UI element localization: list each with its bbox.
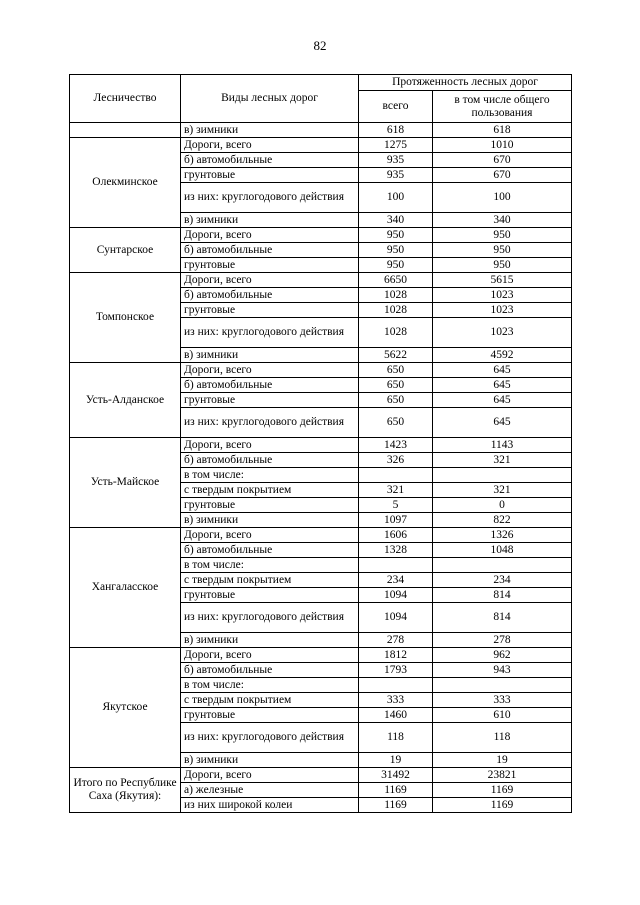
length-public: 321 xyxy=(433,453,572,468)
length-public: 950 xyxy=(433,258,572,273)
road-type: Дороги, всего xyxy=(181,438,359,453)
length-public: 962 xyxy=(433,648,572,663)
road-type: с твердым покрытием xyxy=(181,483,359,498)
length-total: 1793 xyxy=(359,663,433,678)
header-length: Протяженность лесных дорог xyxy=(359,75,572,91)
table-row xyxy=(70,228,572,243)
length-public: 333 xyxy=(433,693,572,708)
road-type: из них: круглогодового действия xyxy=(181,603,359,633)
length-public: 943 xyxy=(433,663,572,678)
length-public: 950 xyxy=(433,228,572,243)
road-type: грунтовые xyxy=(181,258,359,273)
road-type: из них: круглогодового действия xyxy=(181,183,359,213)
length-total: 118 xyxy=(359,723,433,753)
road-type: грунтовые xyxy=(181,168,359,183)
road-type: грунтовые xyxy=(181,393,359,408)
road-type: из них: круглогодового действия xyxy=(181,408,359,438)
forestry-name xyxy=(70,123,181,138)
length-total: 1606 xyxy=(359,528,433,543)
table-body xyxy=(70,123,572,813)
forestry-name: Якутское xyxy=(70,648,181,768)
forestry-name: Хангаласское xyxy=(70,528,181,648)
length-public: 1169 xyxy=(433,783,572,798)
road-type: в том числе: xyxy=(181,558,359,573)
length-public xyxy=(433,468,572,483)
length-total: 278 xyxy=(359,633,433,648)
road-type: из них: круглогодового действия xyxy=(181,723,359,753)
length-total: 321 xyxy=(359,483,433,498)
road-type: грунтовые xyxy=(181,498,359,513)
length-total: 6650 xyxy=(359,273,433,288)
length-total xyxy=(359,468,433,483)
table-row xyxy=(70,768,572,783)
road-type: Дороги, всего xyxy=(181,768,359,783)
header-total: всего xyxy=(359,91,433,123)
length-public: 645 xyxy=(433,363,572,378)
road-type: Дороги, всего xyxy=(181,648,359,663)
forest-roads-table xyxy=(69,74,572,813)
road-type: грунтовые xyxy=(181,303,359,318)
length-public: 1023 xyxy=(433,303,572,318)
forestry-name: Итого по Республике Саха (Якутия): xyxy=(70,768,181,813)
length-public: 234 xyxy=(433,573,572,588)
length-public: 1143 xyxy=(433,438,572,453)
road-type: в) зимники xyxy=(181,123,359,138)
length-total: 935 xyxy=(359,168,433,183)
length-public xyxy=(433,558,572,573)
length-public: 23821 xyxy=(433,768,572,783)
road-type: б) автомобильные xyxy=(181,378,359,393)
length-public: 950 xyxy=(433,243,572,258)
road-type: из них: круглогодового действия xyxy=(181,318,359,348)
length-public: 1023 xyxy=(433,318,572,348)
length-public: 19 xyxy=(433,753,572,768)
length-total: 1423 xyxy=(359,438,433,453)
length-public: 1169 xyxy=(433,798,572,813)
length-public: 645 xyxy=(433,378,572,393)
road-type: Дороги, всего xyxy=(181,363,359,378)
forestry-name: Усть-Майское xyxy=(70,438,181,528)
road-type: Дороги, всего xyxy=(181,138,359,153)
length-public: 0 xyxy=(433,498,572,513)
length-total: 19 xyxy=(359,753,433,768)
road-type: в том числе: xyxy=(181,678,359,693)
length-public: 1010 xyxy=(433,138,572,153)
length-total: 1028 xyxy=(359,318,433,348)
length-total: 340 xyxy=(359,213,433,228)
table-row xyxy=(70,363,572,378)
length-total: 5622 xyxy=(359,348,433,363)
road-type: в) зимники xyxy=(181,213,359,228)
road-type: б) автомобильные xyxy=(181,663,359,678)
length-total: 950 xyxy=(359,243,433,258)
length-total: 1028 xyxy=(359,303,433,318)
header-forestry: Лесничество xyxy=(70,75,181,123)
road-type: Дороги, всего xyxy=(181,273,359,288)
road-type: Дороги, всего xyxy=(181,228,359,243)
length-total: 1094 xyxy=(359,588,433,603)
table-row xyxy=(70,138,572,153)
road-type: б) автомобильные xyxy=(181,543,359,558)
length-public: 645 xyxy=(433,408,572,438)
length-total: 1275 xyxy=(359,138,433,153)
length-total: 650 xyxy=(359,378,433,393)
length-total: 31492 xyxy=(359,768,433,783)
length-public: 610 xyxy=(433,708,572,723)
road-type: б) автомобильные xyxy=(181,288,359,303)
road-type: в) зимники xyxy=(181,633,359,648)
length-total: 1460 xyxy=(359,708,433,723)
length-public: 321 xyxy=(433,483,572,498)
length-total: 935 xyxy=(359,153,433,168)
length-total: 100 xyxy=(359,183,433,213)
length-public: 340 xyxy=(433,213,572,228)
road-type: из них широкой колеи xyxy=(181,798,359,813)
forestry-name: Сунтарское xyxy=(70,228,181,273)
road-type: б) автомобильные xyxy=(181,243,359,258)
length-public: 4592 xyxy=(433,348,572,363)
length-total: 650 xyxy=(359,393,433,408)
length-total: 1328 xyxy=(359,543,433,558)
length-total: 1028 xyxy=(359,288,433,303)
table-row xyxy=(70,528,572,543)
length-total: 5 xyxy=(359,498,433,513)
length-public: 278 xyxy=(433,633,572,648)
road-type: б) автомобильные xyxy=(181,453,359,468)
length-total: 650 xyxy=(359,363,433,378)
length-public: 822 xyxy=(433,513,572,528)
length-total: 333 xyxy=(359,693,433,708)
length-total: 1169 xyxy=(359,783,433,798)
length-public: 814 xyxy=(433,603,572,633)
header-road-types: Виды лесных дорог xyxy=(181,75,359,123)
length-public: 118 xyxy=(433,723,572,753)
road-type: а) железные xyxy=(181,783,359,798)
length-public xyxy=(433,678,572,693)
length-total: 650 xyxy=(359,408,433,438)
table-row xyxy=(70,438,572,453)
forestry-name: Усть-Алданское xyxy=(70,363,181,438)
length-public: 645 xyxy=(433,393,572,408)
road-type: в) зимники xyxy=(181,753,359,768)
length-public: 1048 xyxy=(433,543,572,558)
length-total: 1097 xyxy=(359,513,433,528)
length-public: 670 xyxy=(433,168,572,183)
length-total: 618 xyxy=(359,123,433,138)
length-total: 234 xyxy=(359,573,433,588)
road-type: Дороги, всего xyxy=(181,528,359,543)
length-total: 1169 xyxy=(359,798,433,813)
road-type: в том числе: xyxy=(181,468,359,483)
road-type: б) автомобильные xyxy=(181,153,359,168)
forestry-name: Олекминское xyxy=(70,138,181,228)
length-public: 5615 xyxy=(433,273,572,288)
length-total xyxy=(359,558,433,573)
table-row xyxy=(70,123,572,138)
length-public: 814 xyxy=(433,588,572,603)
length-total: 1094 xyxy=(359,603,433,633)
length-public: 100 xyxy=(433,183,572,213)
length-total: 950 xyxy=(359,228,433,243)
length-public: 1023 xyxy=(433,288,572,303)
road-type: с твердым покрытием xyxy=(181,573,359,588)
road-type: грунтовые xyxy=(181,708,359,723)
road-type: грунтовые xyxy=(181,588,359,603)
table-row xyxy=(70,648,572,663)
length-total xyxy=(359,678,433,693)
length-total: 950 xyxy=(359,258,433,273)
road-type: в) зимники xyxy=(181,348,359,363)
length-public: 1326 xyxy=(433,528,572,543)
table-row xyxy=(70,273,572,288)
length-public: 618 xyxy=(433,123,572,138)
length-public: 670 xyxy=(433,153,572,168)
page-number: 82 xyxy=(313,38,327,53)
length-total: 326 xyxy=(359,453,433,468)
road-type: в) зимники xyxy=(181,513,359,528)
forestry-name: Томпонское xyxy=(70,273,181,363)
length-total: 1812 xyxy=(359,648,433,663)
road-type: с твердым покрытием xyxy=(181,693,359,708)
header-public: в том числе общего пользования xyxy=(433,91,572,123)
